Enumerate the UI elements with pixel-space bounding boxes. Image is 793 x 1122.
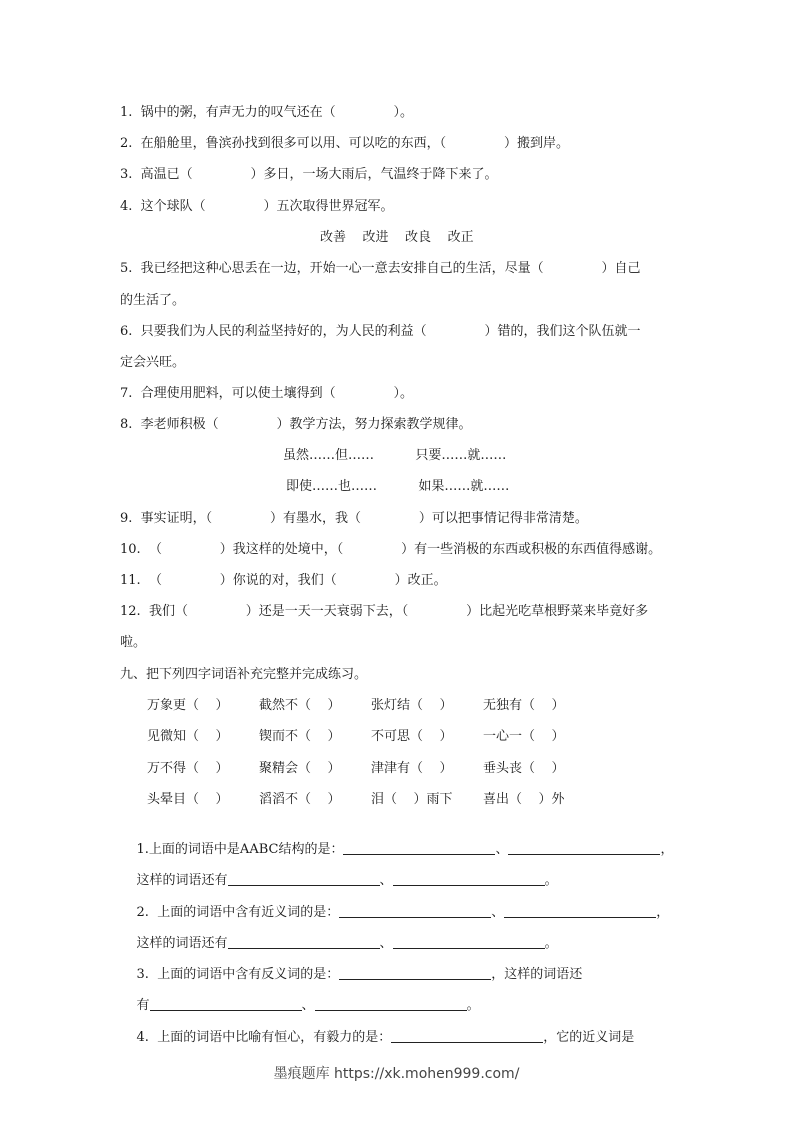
idiom-3-1: 万不得（ ）: [147, 761, 229, 776]
answer-blank[interactable]: [315, 996, 467, 1011]
exercise-2-line-2: 这样的词语还有 、 。: [136, 936, 558, 951]
exercise-1-prompt: 1.上面的词语中是AABC结构的是：: [136, 842, 344, 857]
idiom-4-1: 头晕目（ ）: [147, 792, 229, 807]
question-7: 7. 合理使用肥料，可以使土壤得到（ ）。: [120, 386, 414, 401]
question-8: 8. 李老师积极（ ）教学方法，努力探索教学规律。: [120, 417, 472, 432]
idiom-4-4: 喜出（ ）外: [483, 792, 565, 807]
word-choice-row-b2: 即使……也…… 如果……就……: [286, 479, 510, 494]
word-choice-row-b1: 虽然……但…… 只要……就……: [283, 448, 507, 463]
exercise-2-line-1: 2. 上面的词语中含有近义词的是： 、 ，: [136, 905, 670, 920]
exercise-3-prompt: 3. 上面的词语中含有反义词的是：: [136, 967, 340, 982]
idiom-2-4: 一心一（ ）: [483, 729, 565, 744]
answer-blank[interactable]: [228, 871, 380, 886]
idiom-1-2: 截然不（ ）: [259, 698, 341, 713]
exercise-1-line-2: 这样的词语还有 、 。: [136, 873, 558, 888]
exercise-3-line-1: 3. 上面的词语中含有反义词的是： ，这样的词语还: [136, 967, 583, 982]
exercise-4-prompt: 4. 上面的词语中比喻有恒心，有毅力的是：: [136, 1030, 392, 1045]
question-12-line-1: 12. 我们（ ）还是一天一天衰弱下去，（ ）比起光吃草根野菜来毕竟好多: [120, 604, 649, 619]
question-11: 11. （ ）你说的对，我们（ ）改正。: [120, 573, 447, 588]
section-9-heading: 九、把下列四字词语补充完整并完成练习。: [120, 667, 368, 682]
word-choice-row-a: 改善 改进 改良 改正: [320, 230, 474, 245]
idiom-2-3: 不可思（ ）: [371, 729, 453, 744]
question-2: 2. 在船舱里，鲁滨孙找到很多可以用、可以吃的东西，（ ）搬到岸。: [120, 136, 570, 151]
question-1: 1. 锅中的粥，有声无力的叹气还在（ ）。: [120, 105, 414, 120]
question-12-line-2: 啦。: [120, 635, 147, 650]
question-5-line-1: 5. 我已经把这种心思丢在一边，开始一心一意去安排自己的生活，尽量（ ）自己: [120, 261, 641, 276]
answer-blank[interactable]: [391, 1028, 543, 1043]
idiom-1-1: 万象更（ ）: [147, 698, 229, 713]
exercise-2-prompt: 2. 上面的词语中含有近义词的是：: [136, 905, 340, 920]
question-10: 10. （ ）我这样的处境中，（ ）有一些消极的东西或积极的东西值得感谢。: [120, 542, 662, 557]
idiom-3-3: 津津有（ ）: [371, 761, 453, 776]
idiom-2-2: 锲而不（ ）: [259, 729, 341, 744]
question-6-line-2: 定会兴旺。: [120, 355, 186, 370]
answer-blank[interactable]: [150, 996, 302, 1011]
idiom-1-3: 张灯结（ ）: [371, 698, 453, 713]
idiom-4-2: 滔滔不（ ）: [259, 792, 341, 807]
idiom-3-4: 垂头丧（ ）: [483, 761, 565, 776]
idiom-1-4: 无独有（ ）: [483, 698, 565, 713]
question-4: 4. 这个球队（ ）五次取得世界冠军。: [120, 199, 394, 214]
question-3: 3. 高温已（ ）多日，一场大雨后，气温终于降下来了。: [120, 167, 498, 182]
footer-watermark: 墨痕题库 https://xk.mohen999.com/: [273, 1066, 520, 1082]
idiom-4-3: 泪（ ）雨下: [371, 792, 453, 807]
exercise-4-line-1: 4. 上面的词语中比喻有恒心，有毅力的是： ，它的近义词是: [136, 1030, 635, 1045]
exercise-1-line-1: 1.上面的词语中是AABC结构的是： 、 ，: [136, 842, 674, 857]
question-9: 9. 事实证明，（ ）有墨水，我（ ）可以把事情记得非常清楚。: [120, 511, 588, 526]
idiom-2-1: 见微知（ ）: [147, 729, 229, 744]
question-5-line-2: 的生活了。: [120, 293, 186, 308]
question-6-line-1: 6. 只要我们为人民的利益坚持好的，为人民的利益（ ）错的，我们这个队伍就一: [120, 324, 641, 339]
idiom-3-2: 聚精会（ ）: [259, 761, 341, 776]
exercise-3-line-2: 有 、 。: [136, 998, 480, 1013]
answer-blank[interactable]: [393, 871, 545, 886]
